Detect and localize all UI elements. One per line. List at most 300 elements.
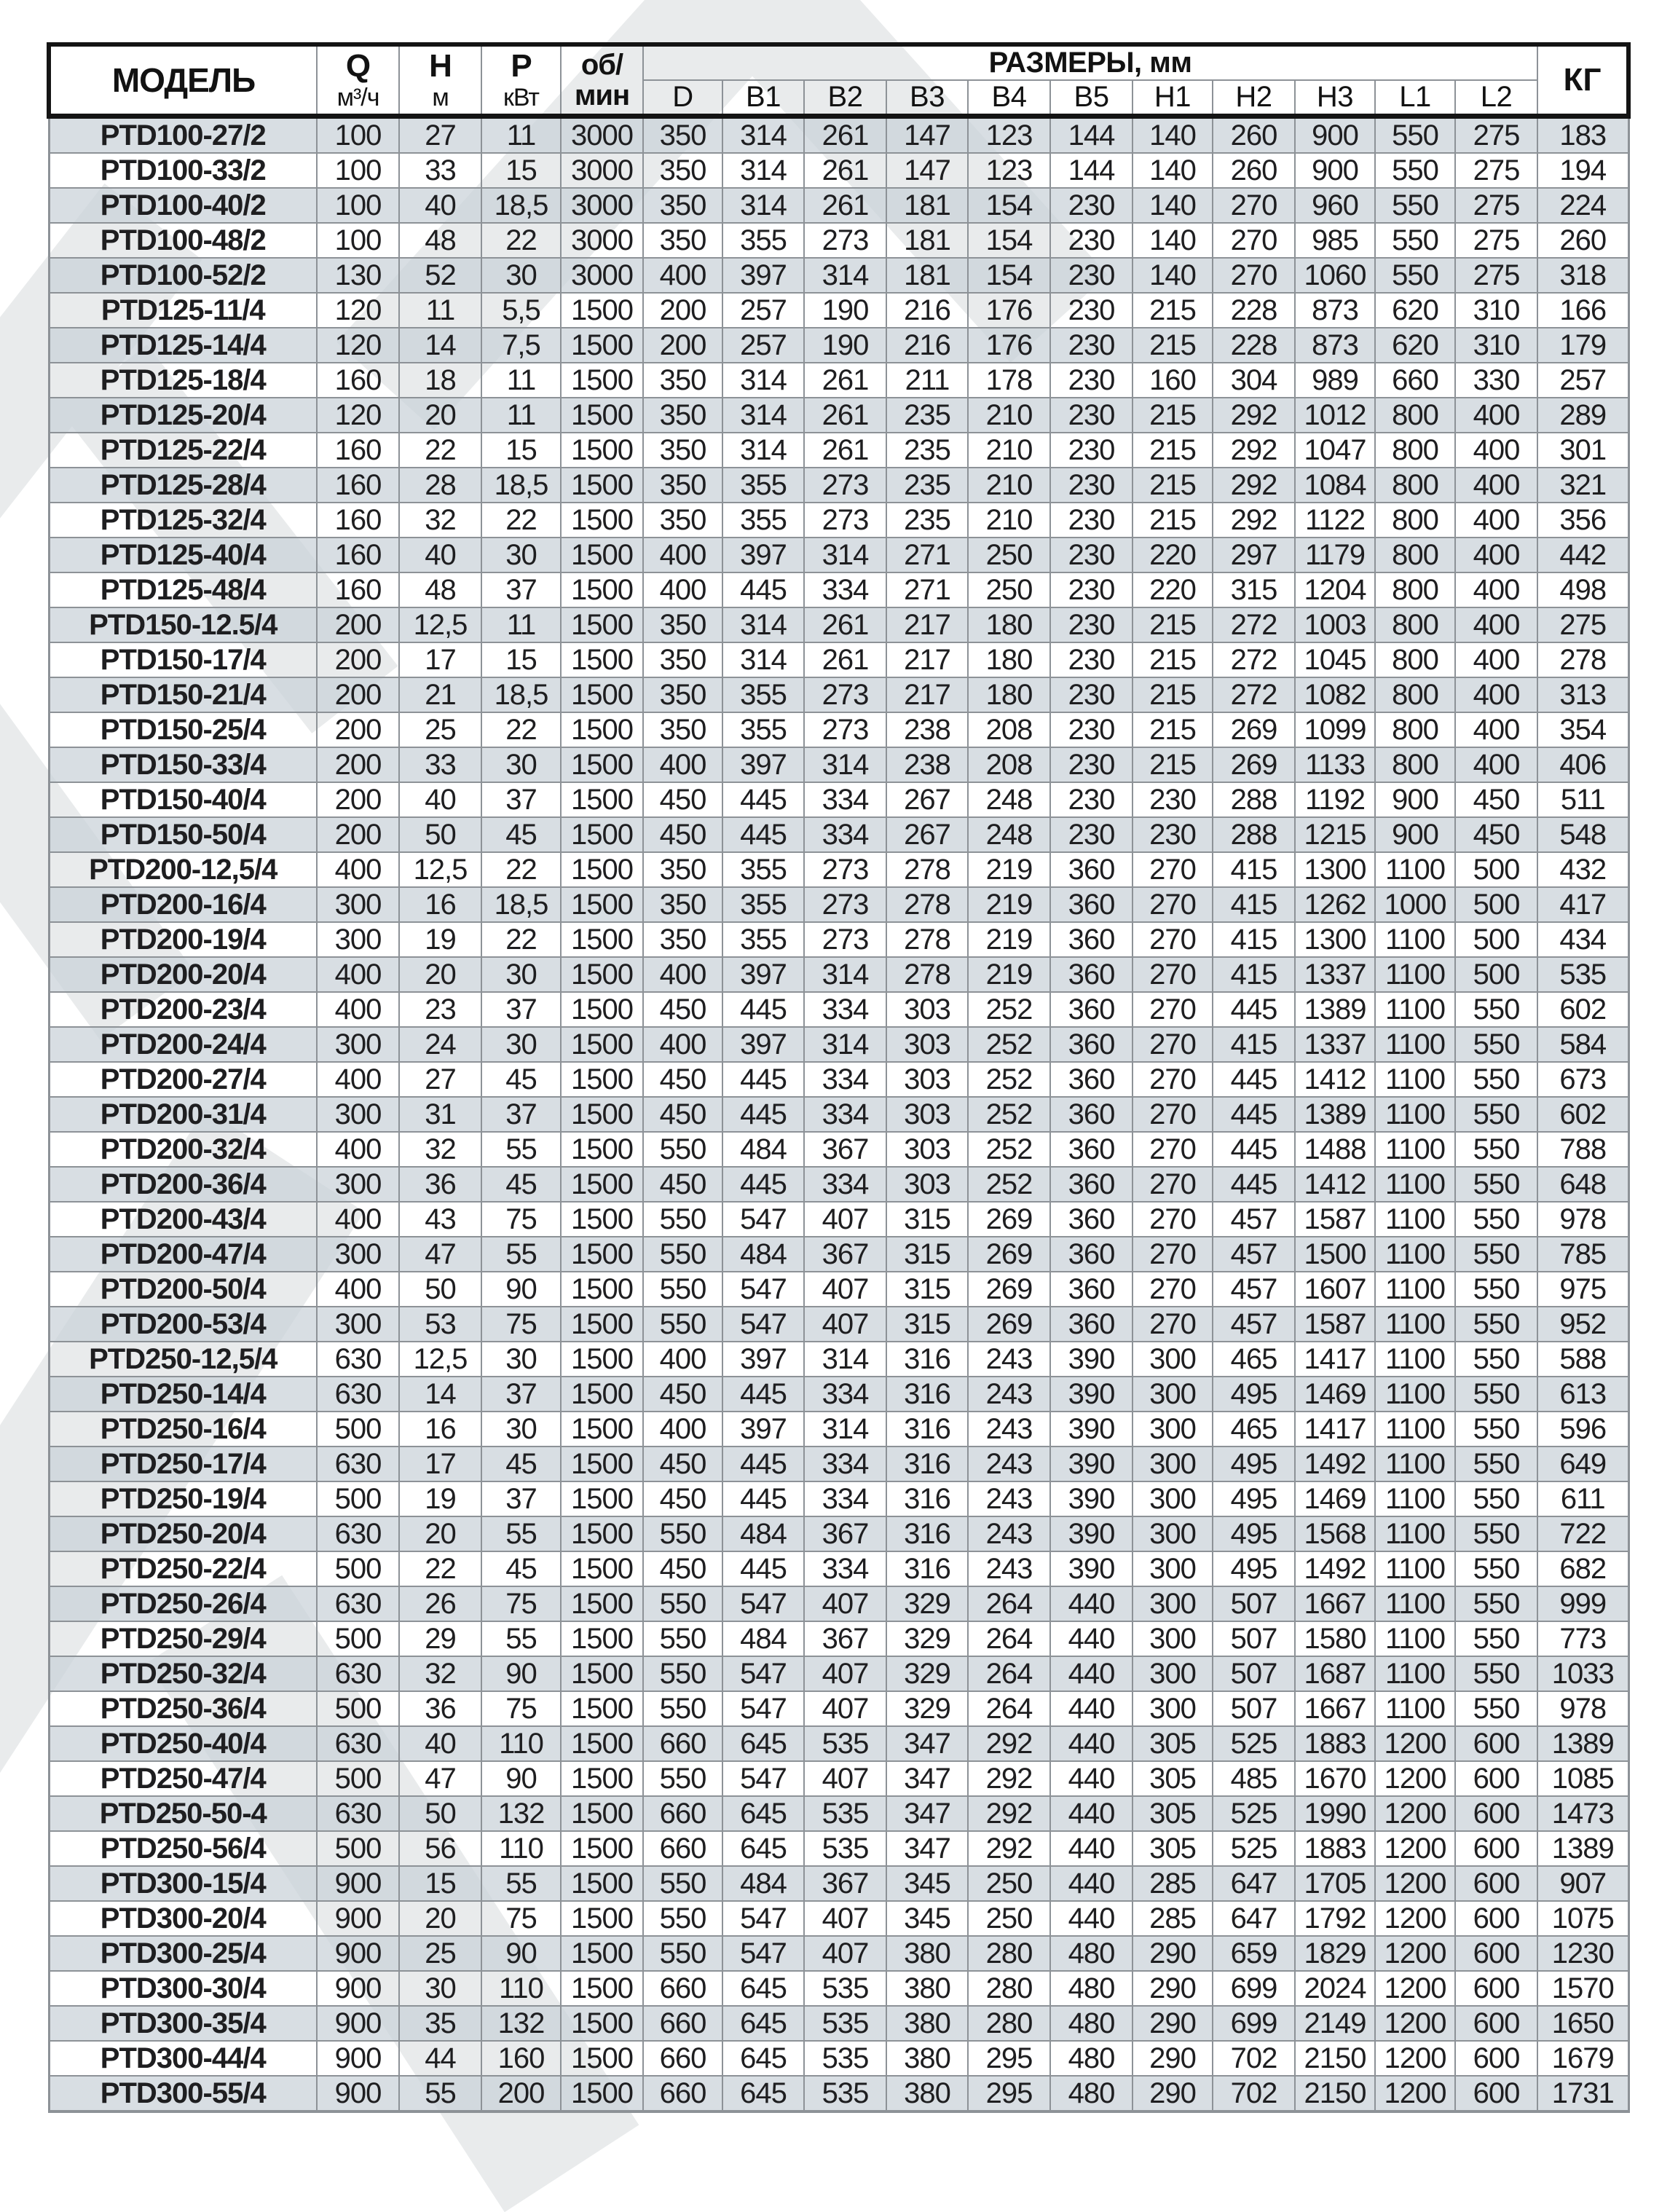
value-cell: 547 (722, 1586, 804, 1621)
value-cell: 985 (1295, 223, 1375, 258)
table-row (49, 1132, 1628, 1167)
value-cell: 445 (1213, 992, 1295, 1027)
value-cell: 267 (886, 817, 968, 852)
value-cell: 32 (399, 1132, 481, 1167)
value-cell: 190 (804, 328, 886, 363)
value-cell: 90 (481, 1936, 561, 1971)
value-cell: 30 (481, 1342, 561, 1377)
model-cell: PTD125-22/4 (49, 433, 317, 468)
value-cell: 230 (1133, 817, 1213, 852)
value-cell: 1687 (1295, 1656, 1375, 1691)
value-cell: 1500 (561, 642, 643, 677)
value-cell: 550 (1455, 1237, 1537, 1272)
value-cell: 360 (1050, 887, 1133, 922)
model-cell: PTD100-48/2 (49, 223, 317, 258)
table-row (49, 328, 1628, 363)
value-cell: 445 (722, 992, 804, 1027)
model-cell: PTD150-21/4 (49, 677, 317, 712)
value-cell: 800 (1375, 468, 1455, 503)
value-cell: 300 (317, 1167, 399, 1202)
value-cell: 315 (886, 1237, 968, 1272)
value-cell: 390 (1050, 1342, 1133, 1377)
value-cell: 18 (399, 363, 481, 398)
value-cell: 230 (1050, 188, 1133, 223)
value-cell: 22 (481, 503, 561, 538)
value-cell: 160 (317, 363, 399, 398)
value-cell: 400 (317, 992, 399, 1027)
value-cell: 45 (481, 1551, 561, 1586)
value-cell: 1500 (561, 572, 643, 607)
value-cell: 230 (1050, 468, 1133, 503)
value-cell: 15 (481, 433, 561, 468)
value-cell: 314 (722, 363, 804, 398)
value-cell: 278 (886, 957, 968, 992)
value-cell: 495 (1213, 1551, 1295, 1586)
value-cell: 525 (1213, 1796, 1295, 1831)
value-cell: 300 (1133, 1586, 1213, 1621)
value-cell: 219 (968, 852, 1050, 887)
value-cell: 292 (968, 1796, 1050, 1831)
value-cell: 275 (1455, 223, 1537, 258)
value-cell: 978 (1537, 1202, 1628, 1237)
header-row-main (49, 44, 1628, 80)
table-row (49, 468, 1628, 503)
value-cell: 550 (1455, 1307, 1537, 1342)
value-cell: 1389 (1537, 1831, 1628, 1866)
value-cell: 500 (1455, 887, 1537, 922)
value-cell: 1100 (1375, 1586, 1455, 1621)
value-cell: 273 (804, 503, 886, 538)
value-cell: 535 (1537, 957, 1628, 992)
value-cell: 30 (481, 1412, 561, 1447)
table-row (49, 2006, 1628, 2041)
value-cell: 45 (481, 1062, 561, 1097)
value-cell: 1033 (1537, 1656, 1628, 1691)
value-cell: 200 (643, 328, 722, 363)
value-cell: 55 (481, 1866, 561, 1901)
table-row (49, 747, 1628, 782)
value-cell: 1122 (1295, 503, 1375, 538)
value-cell: 350 (643, 887, 722, 922)
value-cell: 1200 (1375, 1761, 1455, 1796)
value-cell: 45 (481, 1167, 561, 1202)
value-cell: 1003 (1295, 607, 1375, 642)
value-cell: 445 (1213, 1167, 1295, 1202)
value-cell: 1099 (1295, 712, 1375, 747)
value-cell: 260 (1213, 117, 1295, 154)
value-cell: 1500 (561, 398, 643, 433)
value-cell: 303 (886, 1132, 968, 1167)
value-cell: 495 (1213, 1447, 1295, 1481)
size-column-header: B4 (968, 80, 1050, 117)
value-cell: 55 (481, 1237, 561, 1272)
table-row (49, 153, 1628, 188)
value-cell: 23 (399, 992, 481, 1027)
value-cell: 1792 (1295, 1901, 1375, 1936)
value-cell: 445 (1213, 1097, 1295, 1132)
value-cell: 100 (317, 223, 399, 258)
value-cell: 215 (1133, 712, 1213, 747)
value-cell: 18,5 (481, 677, 561, 712)
rpm-line2: мин (574, 79, 630, 111)
size-column-header: B5 (1050, 80, 1133, 117)
value-cell: 300 (1133, 1412, 1213, 1447)
value-cell: 1412 (1295, 1062, 1375, 1097)
model-cell: PTD200-43/4 (49, 1202, 317, 1237)
value-cell: 1100 (1375, 922, 1455, 957)
value-cell: 1100 (1375, 992, 1455, 1027)
value-cell: 400 (1455, 712, 1537, 747)
value-cell: 1500 (561, 1062, 643, 1097)
value-cell: 270 (1213, 258, 1295, 293)
value-cell: 154 (968, 223, 1050, 258)
value-cell: 273 (804, 922, 886, 957)
value-cell: 1488 (1295, 1132, 1375, 1167)
value-cell: 316 (886, 1481, 968, 1516)
value-cell: 1500 (561, 2041, 643, 2076)
value-cell: 1667 (1295, 1586, 1375, 1621)
value-cell: 535 (804, 1726, 886, 1761)
value-cell: 269 (968, 1202, 1050, 1237)
value-cell: 40 (399, 782, 481, 817)
value-cell: 3000 (561, 117, 643, 154)
value-cell: 30 (481, 258, 561, 293)
value-cell: 407 (804, 1307, 886, 1342)
value-cell: 1500 (561, 1656, 643, 1691)
value-cell: 350 (643, 223, 722, 258)
value-cell: 1650 (1537, 2006, 1628, 2041)
value-cell: 18,5 (481, 887, 561, 922)
value-cell: 269 (968, 1237, 1050, 1272)
value-cell: 210 (968, 398, 1050, 433)
value-cell: 380 (886, 1971, 968, 2006)
value-cell: 1500 (561, 1761, 643, 1796)
model-cell: PTD100-52/2 (49, 258, 317, 293)
value-cell: 261 (804, 188, 886, 223)
value-cell: 507 (1213, 1621, 1295, 1656)
value-cell: 550 (643, 1307, 722, 1342)
value-cell: 273 (804, 852, 886, 887)
value-cell: 215 (1133, 328, 1213, 363)
value-cell: 3000 (561, 153, 643, 188)
value-cell: 75 (481, 1901, 561, 1936)
model-cell: PTD125-14/4 (49, 328, 317, 363)
value-cell: 269 (1213, 712, 1295, 747)
value-cell: 208 (968, 747, 1050, 782)
value-cell: 176 (968, 328, 1050, 363)
value-cell: 360 (1050, 1167, 1133, 1202)
value-cell: 952 (1537, 1307, 1628, 1342)
value-cell: 390 (1050, 1377, 1133, 1412)
value-cell: 22 (481, 712, 561, 747)
model-cell: PTD200-47/4 (49, 1237, 317, 1272)
value-cell: 292 (1213, 433, 1295, 468)
table-row (49, 117, 1628, 154)
value-cell: 400 (643, 1027, 722, 1062)
value-cell: 334 (804, 1167, 886, 1202)
table-row (49, 398, 1628, 433)
model-cell: PTD300-55/4 (49, 2076, 317, 2111)
value-cell: 52 (399, 258, 481, 293)
value-cell: 360 (1050, 1132, 1133, 1167)
value-cell: 261 (804, 363, 886, 398)
value-cell: 1100 (1375, 1272, 1455, 1307)
value-cell: 367 (804, 1132, 886, 1167)
value-cell: 1500 (561, 1621, 643, 1656)
value-cell: 1417 (1295, 1342, 1375, 1377)
value-cell: 334 (804, 1551, 886, 1586)
value-cell: 220 (1133, 538, 1213, 572)
value-cell: 243 (968, 1412, 1050, 1447)
value-cell: 230 (1050, 747, 1133, 782)
value-cell: 547 (722, 1901, 804, 1936)
value-cell: 194 (1537, 153, 1628, 188)
model-cell: PTD250-50-4 (49, 1796, 317, 1831)
value-cell: 400 (1455, 433, 1537, 468)
value-cell: 367 (804, 1866, 886, 1901)
value-cell: 900 (317, 2006, 399, 2041)
value-cell: 535 (804, 2076, 886, 2111)
value-cell: 1084 (1295, 468, 1375, 503)
value-cell: 1607 (1295, 1272, 1375, 1307)
value-cell: 800 (1375, 747, 1455, 782)
value-cell: 450 (643, 1377, 722, 1412)
value-cell: 800 (1375, 642, 1455, 677)
size-column-header: L1 (1375, 80, 1455, 117)
value-cell: 1500 (561, 1272, 643, 1307)
value-cell: 132 (481, 2006, 561, 2041)
value-cell: 360 (1050, 992, 1133, 1027)
value-cell: 440 (1050, 1691, 1133, 1726)
value-cell: 100 (317, 153, 399, 188)
value-cell: 314 (722, 642, 804, 677)
value-cell: 800 (1375, 538, 1455, 572)
value-cell: 3000 (561, 188, 643, 223)
value-cell: 154 (968, 258, 1050, 293)
value-cell: 315 (1213, 572, 1295, 607)
column-header-kg: КГ (1537, 44, 1628, 117)
value-cell: 288 (1213, 817, 1295, 852)
model-cell: PTD300-44/4 (49, 2041, 317, 2076)
value-cell: 275 (1455, 258, 1537, 293)
value-cell: 550 (1455, 1516, 1537, 1551)
value-cell: 584 (1537, 1027, 1628, 1062)
value-cell: 1500 (561, 1936, 643, 1971)
table-row (49, 1377, 1628, 1412)
value-cell: 660 (643, 2006, 722, 2041)
value-cell: 30 (399, 1971, 481, 2006)
model-cell: PTD250-14/4 (49, 1377, 317, 1412)
value-cell: 14 (399, 328, 481, 363)
size-column-header: H3 (1295, 80, 1375, 117)
value-cell: 550 (1375, 117, 1455, 154)
value-cell: 550 (1455, 1586, 1537, 1621)
value-cell: 216 (886, 293, 968, 328)
value-cell: 548 (1537, 817, 1628, 852)
value-cell: 900 (317, 1936, 399, 1971)
value-cell: 20 (399, 1516, 481, 1551)
value-cell: 1100 (1375, 1656, 1455, 1691)
value-cell: 90 (481, 1272, 561, 1307)
value-cell: 445 (1213, 1062, 1295, 1097)
value-cell: 208 (968, 712, 1050, 747)
table-body (49, 117, 1628, 2112)
value-cell: 495 (1213, 1516, 1295, 1551)
value-cell: 500 (317, 1481, 399, 1516)
value-cell: 55 (481, 1132, 561, 1167)
value-cell: 1500 (561, 887, 643, 922)
value-cell: 334 (804, 992, 886, 1027)
value-cell: 271 (886, 538, 968, 572)
value-cell: 350 (643, 363, 722, 398)
value-cell: 660 (643, 1726, 722, 1761)
value-cell: 178 (968, 363, 1050, 398)
value-cell: 75 (481, 1202, 561, 1237)
value-cell: 1100 (1375, 1516, 1455, 1551)
value-cell: 1100 (1375, 1097, 1455, 1132)
value-cell: 400 (643, 258, 722, 293)
value-cell: 269 (968, 1272, 1050, 1307)
value-cell: 314 (804, 1342, 886, 1377)
model-cell: PTD150-50/4 (49, 817, 317, 852)
model-cell: PTD200-24/4 (49, 1027, 317, 1062)
value-cell: 457 (1213, 1202, 1295, 1237)
value-cell: 334 (804, 1062, 886, 1097)
value-cell: 900 (317, 1866, 399, 1901)
model-cell: PTD250-29/4 (49, 1621, 317, 1656)
value-cell: 1100 (1375, 1551, 1455, 1586)
value-cell: 252 (968, 1132, 1050, 1167)
value-cell: 235 (886, 433, 968, 468)
value-cell: 550 (1375, 188, 1455, 223)
value-cell: 200 (643, 293, 722, 328)
value-cell: 2150 (1295, 2041, 1375, 2076)
value-cell: 272 (1213, 607, 1295, 642)
value-cell: 228 (1213, 328, 1295, 363)
value-cell: 450 (643, 1447, 722, 1481)
value-cell: 305 (1133, 1726, 1213, 1761)
value-cell: 800 (1375, 677, 1455, 712)
value-cell: 303 (886, 1097, 968, 1132)
model-cell: PTD250-32/4 (49, 1656, 317, 1691)
value-cell: 500 (1455, 922, 1537, 957)
table-row (49, 607, 1628, 642)
model-cell: PTD125-40/4 (49, 538, 317, 572)
value-cell: 273 (804, 677, 886, 712)
value-cell: 11 (481, 607, 561, 642)
value-cell: 550 (1455, 1447, 1537, 1481)
value-cell: 37 (481, 1481, 561, 1516)
table-row (49, 1831, 1628, 1866)
value-cell: 1100 (1375, 1027, 1455, 1062)
value-cell: 500 (317, 1551, 399, 1586)
value-cell: 315 (886, 1272, 968, 1307)
value-cell: 390 (1050, 1447, 1133, 1481)
h-unit: м (432, 84, 449, 111)
value-cell: 1492 (1295, 1551, 1375, 1586)
value-cell: 1500 (561, 1726, 643, 1761)
value-cell: 243 (968, 1551, 1050, 1586)
value-cell: 123 (968, 153, 1050, 188)
value-cell: 1500 (561, 817, 643, 852)
value-cell: 660 (643, 2041, 722, 2076)
value-cell: 1200 (1375, 2041, 1455, 2076)
value-cell: 550 (1455, 1062, 1537, 1097)
value-cell: 21 (399, 677, 481, 712)
value-cell: 310 (1455, 328, 1537, 363)
value-cell: 465 (1213, 1412, 1295, 1447)
table-row (49, 1307, 1628, 1342)
value-cell: 550 (1455, 1202, 1537, 1237)
value-cell: 1500 (561, 1691, 643, 1726)
value-cell: 1389 (1295, 992, 1375, 1027)
value-cell: 699 (1213, 2006, 1295, 2041)
value-cell: 900 (317, 1971, 399, 2006)
value-cell: 1500 (561, 607, 643, 642)
value-cell: 600 (1455, 1866, 1537, 1901)
value-cell: 445 (1213, 1132, 1295, 1167)
value-cell: 480 (1050, 1936, 1133, 1971)
value-cell: 645 (722, 2041, 804, 2076)
value-cell: 29 (399, 1621, 481, 1656)
value-cell: 417 (1537, 887, 1628, 922)
value-cell: 596 (1537, 1412, 1628, 1447)
value-cell: 271 (886, 572, 968, 607)
value-cell: 180 (968, 607, 1050, 642)
value-cell: 216 (886, 328, 968, 363)
value-cell: 215 (1133, 677, 1213, 712)
value-cell: 484 (722, 1516, 804, 1551)
value-cell: 600 (1455, 1971, 1537, 2006)
value-cell: 1075 (1537, 1901, 1628, 1936)
value-cell: 215 (1133, 398, 1213, 433)
value-cell: 1500 (561, 433, 643, 468)
value-cell: 2150 (1295, 2076, 1375, 2111)
value-cell: 215 (1133, 607, 1213, 642)
value-cell: 314 (722, 117, 804, 154)
value-cell: 645 (722, 1726, 804, 1761)
value-cell: 1100 (1375, 1481, 1455, 1516)
value-cell: 316 (886, 1551, 968, 1586)
value-cell: 55 (481, 1621, 561, 1656)
model-cell: PTD100-40/2 (49, 188, 317, 223)
value-cell: 235 (886, 468, 968, 503)
value-cell: 300 (1133, 1481, 1213, 1516)
model-cell: PTD250-26/4 (49, 1586, 317, 1621)
model-cell: PTD300-20/4 (49, 1901, 317, 1936)
value-cell: 252 (968, 992, 1050, 1027)
value-cell: 200 (317, 642, 399, 677)
value-cell: 407 (804, 1656, 886, 1691)
value-cell: 16 (399, 1412, 481, 1447)
value-cell: 270 (1133, 887, 1213, 922)
value-cell: 630 (317, 1342, 399, 1377)
value-cell: 36 (399, 1167, 481, 1202)
value-cell: 442 (1537, 538, 1628, 572)
value-cell: 550 (643, 1936, 722, 1971)
model-cell: PTD125-11/4 (49, 293, 317, 328)
value-cell: 1580 (1295, 1621, 1375, 1656)
value-cell: 659 (1213, 1936, 1295, 1971)
value-cell: 360 (1050, 1307, 1133, 1342)
table-row (49, 433, 1628, 468)
value-cell: 397 (722, 1342, 804, 1377)
value-cell: 219 (968, 957, 1050, 992)
value-cell: 334 (804, 1481, 886, 1516)
value-cell: 147 (886, 117, 968, 154)
value-cell: 1500 (561, 782, 643, 817)
value-cell: 215 (1133, 642, 1213, 677)
